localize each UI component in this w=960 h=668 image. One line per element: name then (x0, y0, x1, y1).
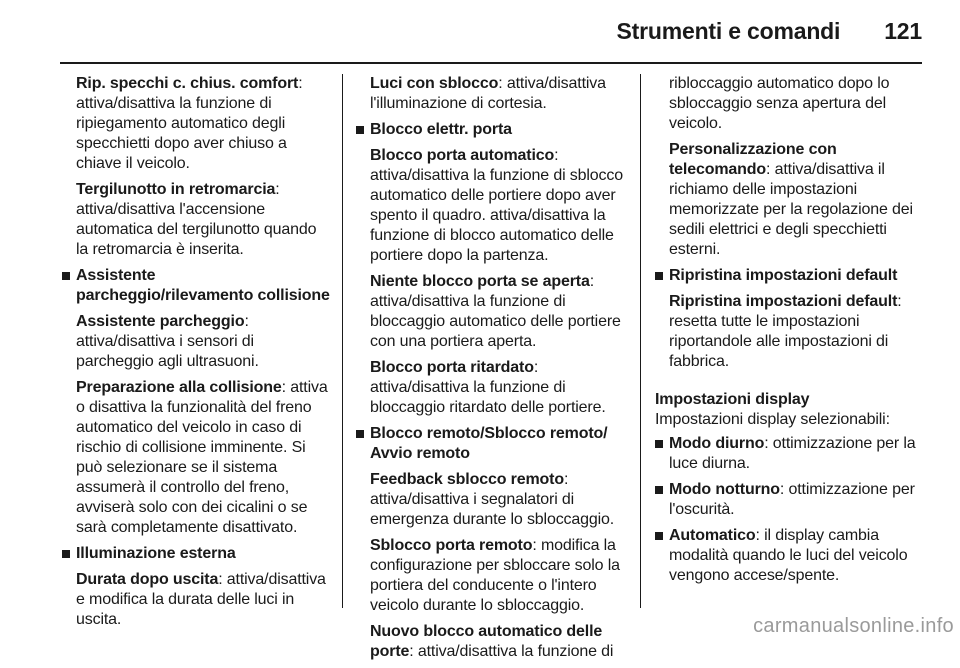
column-divider-1 (342, 74, 343, 608)
bullet-door-lock: Blocco elettr. porta (370, 120, 626, 140)
entry-collision-prep: Preparazione alla collisione: attiva o disattiva la funzionalità del freno automatico del veicolo in caso di rischio di collisione imminente. Si può selezionare se il sistema assumerà il controllo del freno, avviserà solo con dei cicalini o se sarà completamente disattivato. (76, 379, 328, 536)
entry-mirror-fold: Rip. specchi c. chius. comfort: attiva/disattiva la funzione di ripiegamento automatico degli specchietti dopo aver chiuso a chiave il veicolo. (76, 75, 303, 172)
entry-relock-continued: ribloccaggio automatico dopo lo sbloccaggio senza apertura del veicolo. (669, 75, 890, 132)
list-item-automatic: Automatico: il display cambia modalità quando le luci del veicolo vengono accese/spente. (669, 526, 925, 586)
entry-reset-defaults: Ripristina impostazioni default: resetta tutte le impostazioni riportandole alle impostazioni di fabbrica. (669, 293, 902, 370)
entry-delayed-lock: Blocco porta ritardato: attiva/disattiva la funzione di bloccaggio ritardato delle portiere. (370, 359, 606, 416)
entry-unlock-lights: Luci con sblocco: attiva/disattiva l'illuminazione di cortesia. (370, 75, 606, 112)
column-2 (356, 74, 626, 668)
page-header (60, 0, 922, 64)
entry-remote-feedback: Feedback sblocco remoto: attiva/disattiva i segnalatori di emergenza durante lo sbloccaggio. (370, 471, 615, 528)
bullet-reset-defaults: Ripristina impostazioni default (669, 266, 925, 286)
entry-remote-personalization: Personalizzazione con telecomando: attiva/disattiva il richiamo delle impostazioni memorizzate per la regolazione dei sedili elettrici e degli specchietti esterni. (669, 141, 913, 258)
entry-parking-assist: Assistente parcheggio: attiva/disattiva i sensori di parcheggio agli ultrasuoni. (76, 313, 259, 370)
entry-exit-duration: Durata dopo uscita: attiva/disattiva e modifica la durata delle luci in uscita. (76, 571, 326, 628)
watermark: carmanualsonline.info (753, 615, 954, 637)
entry-auto-relock: Nuovo blocco automatico delle porte: attiva/disattiva la funzione di (370, 623, 614, 660)
section-title-display: Impostazioni display (655, 391, 810, 408)
entry-rear-wiper: Tergilunotto in retromarcia: attiva/disattiva l'accensione automatica del tergilunotto quando la retromarcia è inserita. (76, 181, 317, 258)
bullet-remote: Blocco remoto/Sblocco remoto/ Avvio remoto (370, 424, 626, 464)
page-number: 121 (884, 17, 922, 44)
column-divider-2 (640, 74, 641, 608)
list-item-day-mode: Modo diurno: ottimizzazione per la luce diurna. (669, 434, 925, 474)
list-item-night-mode: Modo notturno: ottimizzazione per l'oscurità. (669, 480, 925, 520)
entry-auto-door-lock: Blocco porta automatico: attiva/disattiva la funzione di sblocco automatico delle portiere dopo aver spento il quadro. attiva/disattiva la funzione di blocco automatico delle portiere dopo la partenza. (370, 147, 623, 264)
entry-no-lock-open: Niente blocco porta se aperta: attiva/disattiva la funzione di bloccaggio automatico delle portiere con una portiera aperta. (370, 273, 621, 350)
page-title: Strumenti e comandi (616, 17, 841, 44)
column-1 (62, 74, 332, 636)
section-intro-display: Impostazioni display selezionabili: (655, 411, 890, 428)
entry-remote-unlock: Sblocco porta remoto: modifica la configurazione per sbloccare solo la portiera del conducente o l'intero veicolo durante lo sbloccaggio. (370, 537, 620, 614)
bullet-parking-assist: Assistente parcheggio/rilevamento collisione (76, 266, 332, 306)
bullet-exterior-lighting: Illuminazione esterna (76, 544, 332, 564)
column-3 (655, 74, 925, 592)
